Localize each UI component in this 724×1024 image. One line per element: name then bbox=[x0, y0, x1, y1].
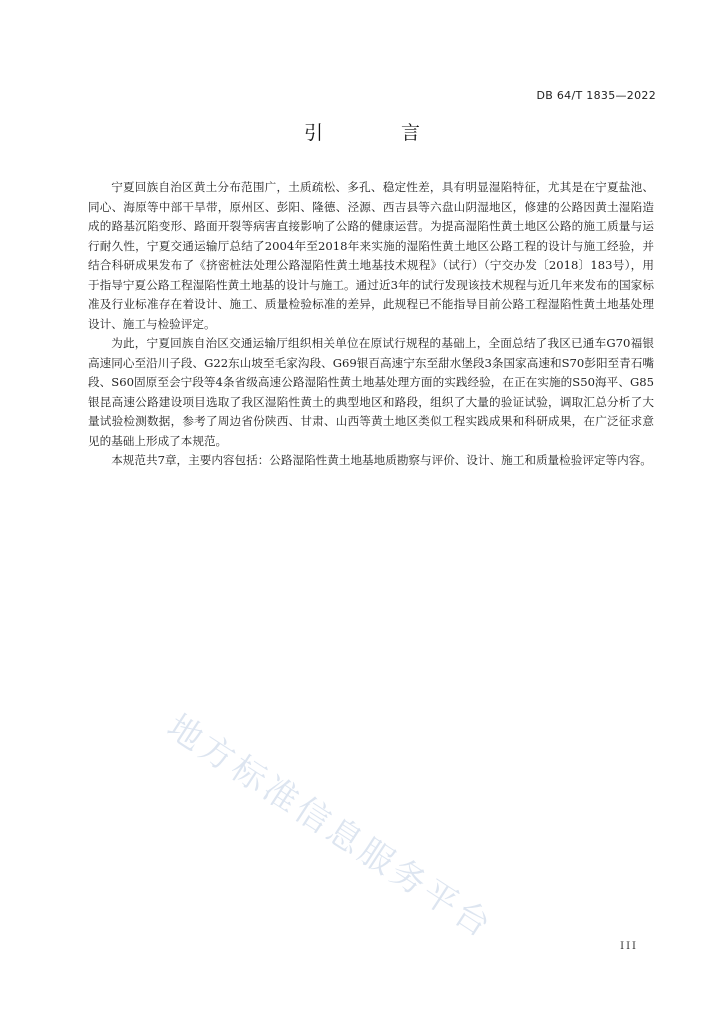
document-body bbox=[88, 178, 654, 471]
paragraph-background: 宁夏回族自治区黄土分布范围广，土质疏松、多孔、稳定性差，具有明显湿陷特征，尤其是在宁夏盐池、同心、海原等中部干旱带，原州区、彭阳、隆德、泾源、西吉县等六盘山阴湿地区，修建的公路因黄土湿陷造成的路基沉陷变形、路面开裂等病害直接影响了公路的健康运营。为提高湿陷性黄土地区公路的施工质量与运行耐久性，宁夏交通运输厅总结了2004年至2018年来实施的湿陷性黄土地区公路工程的设计与施工经验，并结合科研成果发布了《挤密桩法处理公路湿陷性黄土地基技术规程》（试行）（宁交办发〔2018〕183号），用于指导宁夏公路工程湿陷性黄土地基的设计与施工。通过近3年的试行发现该技术规程与近几年来发布的国家标准及行业标准存在着设计、施工、质量检验标准的差异，此规程已不能指导目前公路工程湿陷性黄土地基处理设计、施工与检验评定。 bbox=[88, 180, 654, 331]
watermark: 地方标准信息服务平台 bbox=[159, 706, 501, 948]
document-code: DB 64/T 1835—2022 bbox=[536, 89, 656, 102]
paragraph-purpose: 为此，宁夏回族自治区交通运输厅组织相关单位在原试行规程的基础上，全面总结了我区已通车G70福银高速同心至沿川子段、G22东山坡至毛家沟段、G69银百高速宁东至甜水堡段3条国家高速和S70彭阳至青石嘴段、S60固原至会宁段等4条省级高速公路湿陷性黄土地基处理方面的实践经验，在正在实施的S50海平、G85银昆高速公路建设项目选取了我区湿陷性黄土的典型地区和路段，组织了大量的验证试验，调取汇总分析了大量试验检测数据，参考了周边省份陕西、甘肃、山西等黄土地区类似工程实践成果和科研成果，在广泛征求意见的基础上形成了本规范。 bbox=[88, 336, 654, 448]
paragraph-contents: 本规范共7章，主要内容包括：公路湿陷性黄土地基地质勘察与评价、设计、施工和质量检验评定等内容。 bbox=[111, 453, 652, 467]
page-number: III bbox=[620, 941, 638, 952]
page-title: 引 言 bbox=[303, 122, 457, 144]
